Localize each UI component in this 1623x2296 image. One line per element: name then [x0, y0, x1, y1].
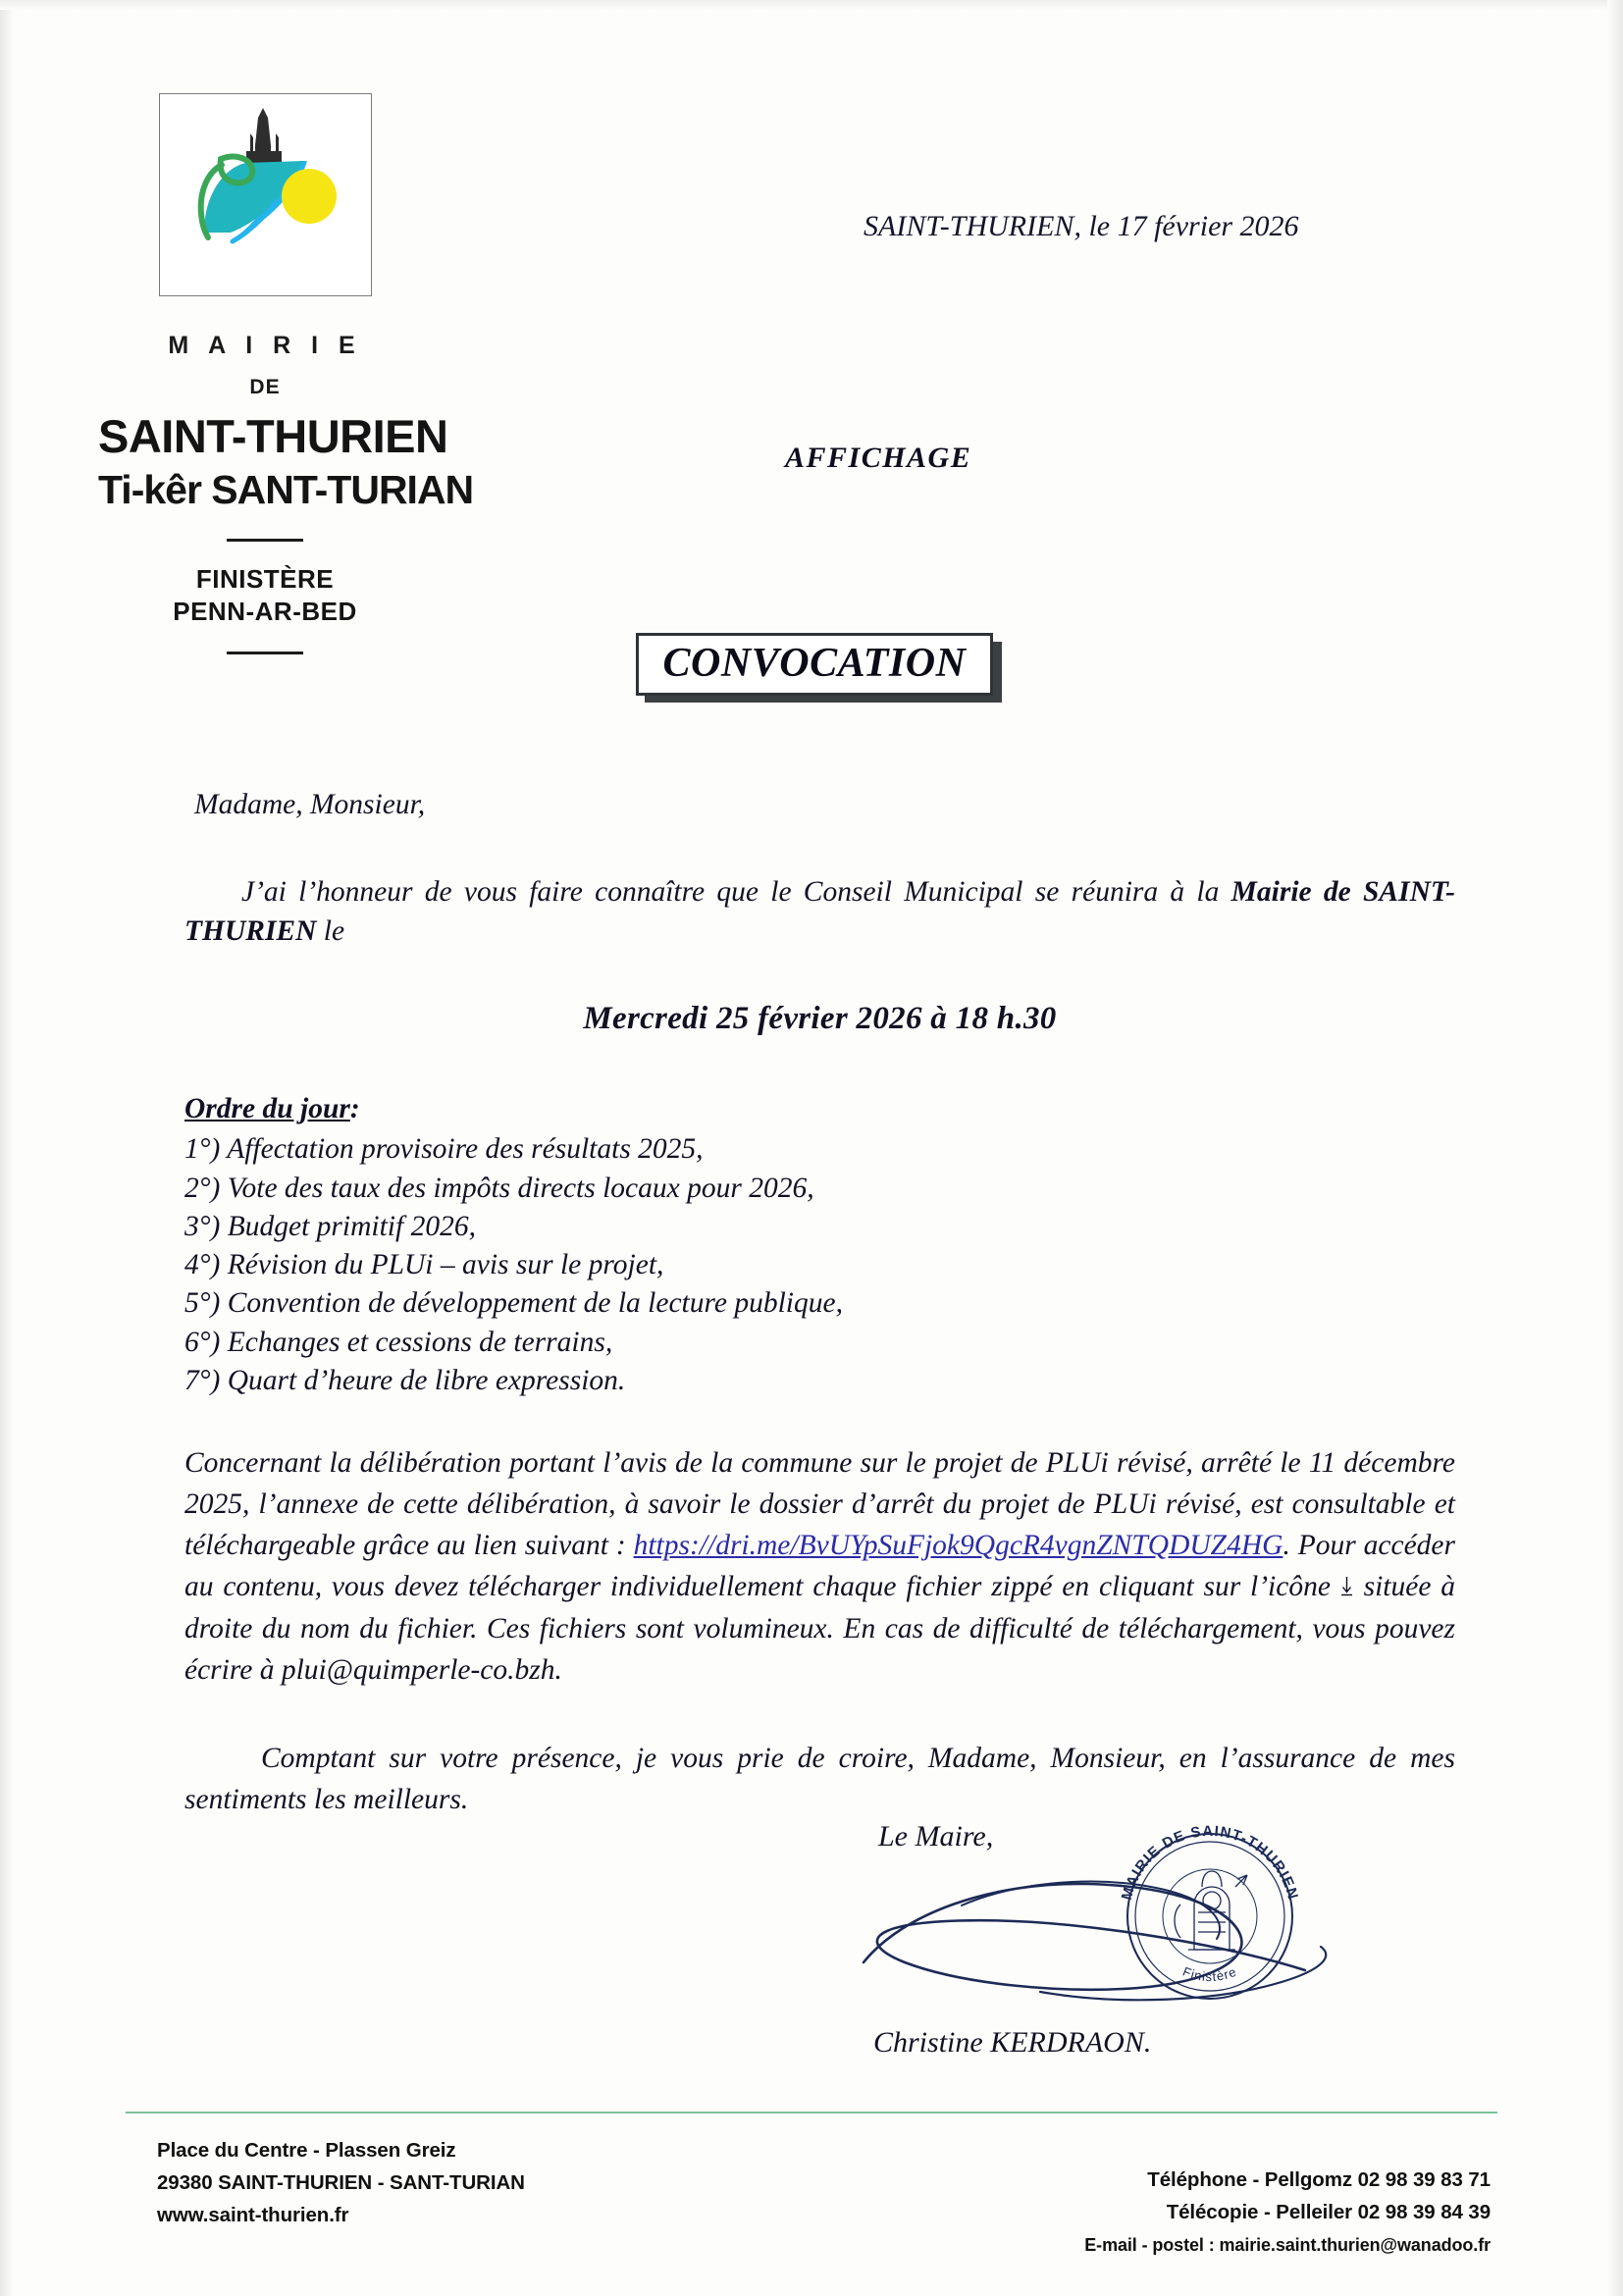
agenda-title: Ordre du jour — [184, 1092, 350, 1124]
scan-edge-right — [1607, 0, 1623, 2296]
signature-name: Christine KERDRAON. — [873, 2026, 1152, 2059]
agenda-item: 4°) Révision du PLUi – avis sur le projet, — [184, 1249, 664, 1281]
svg-text:MAIRIE DE SAINT-THURIEN: MAIRIE DE SAINT-THURIEN — [1118, 1822, 1302, 1903]
letterhead-commune-name-breton: Ti-kêr SANT-TURIAN — [98, 467, 474, 512]
scan-edge-left — [0, 0, 14, 2296]
signature-title: Le Maire, — [878, 1820, 994, 1852]
intro-text-part1: J’ai l’honneur de vous faire connaître que le Conseil Municipal se réunira à la — [241, 875, 1231, 908]
agenda-item: 1°) Affectation provisoire des résultats 2025, — [184, 1133, 704, 1166]
footer-contact-block — [1084, 2164, 1491, 2261]
agenda-item: 3°) Budget primitif 2026, — [184, 1210, 476, 1242]
footer-address-line1: Place du Centre - Plassen Greiz — [157, 2139, 456, 2162]
intro-paragraph — [184, 872, 1455, 952]
letter-body — [184, 785, 1455, 1821]
document-title: CONVOCATION — [662, 641, 967, 686]
svg-text:Finistère: Finistère — [1180, 1963, 1239, 1985]
handwritten-signature — [844, 1845, 1393, 2031]
footer-email[interactable]: E-mail - postel : mairie.saint.thurien@wanadoo.fr — [1084, 2235, 1491, 2256]
plui-text-before-link: Concernant la délibération portant l’avis de la commune sur le projet de PLUi révisé, arrêté le 11 décembre 2025, l’annexe de cette délibération, à savoir le dossier d’arrêt du projet de PLUi révisé, est consultable et téléchargeable grâce au lien suivant : — [184, 1446, 1455, 1561]
commune-logo-box — [159, 93, 372, 296]
commune-crest-logo-icon — [160, 94, 369, 293]
closing-text: Comptant sur votre présence, je vous prie de croire, Madame, Monsieur, en l’assurance de mes sentiments les meilleurs. — [184, 1743, 1455, 1816]
agenda-heading — [184, 1089, 1455, 1131]
letterhead — [98, 93, 474, 654]
agenda-title-colon: : — [349, 1092, 360, 1124]
closing-paragraph — [184, 1739, 1455, 1821]
plui-text-after-link-1: . Pour accéder au contenu, vous devez télécharger individuellement chaque fichier zippé en cliquant sur l’icône — [184, 1529, 1456, 1602]
letterhead-department-breton: PENN-AR-BED — [173, 596, 357, 626]
agenda-item: 6°) Echanges et cessions de terrains, — [184, 1326, 613, 1358]
agenda-block — [184, 1089, 1455, 1400]
footer-address-line2: 29380 SAINT-THURIEN - SANT-TURIAN — [157, 2171, 525, 2195]
convocation-title-block — [636, 633, 993, 696]
agenda-item: 7°) Quart d’heure de libre expression. — [184, 1364, 626, 1396]
download-arrow-icon — [1340, 1569, 1354, 1610]
plui-paragraph — [184, 1443, 1455, 1692]
letterhead-mairie-label: M A I R I E — [168, 332, 362, 359]
footer-divider — [126, 2112, 1497, 2113]
footer-fax: Télécopie - Pelleiler 02 98 39 84 39 — [1166, 2201, 1491, 2224]
footer-website[interactable]: www.saint-thurien.fr — [157, 2204, 349, 2227]
date-line: SAINT-THURIEN, le 17 février 2026 — [864, 210, 1299, 242]
footer-phone: Téléphone - Pellgomz 02 98 39 83 71 — [1147, 2168, 1491, 2191]
letterhead-de-label: DE — [249, 376, 281, 398]
scan-edge-top — [0, 0, 1623, 10]
intro-venue-bold: Mairie de SAINT-THURIEN — [184, 875, 1456, 948]
letterhead-divider-top — [227, 539, 303, 542]
letterhead-department-block — [98, 563, 432, 629]
agenda-list — [184, 1130, 1455, 1400]
letterhead-department: FINISTÈRE — [195, 563, 335, 594]
plui-download-link[interactable]: https://dri.me/BvUYpSuFjok9QgcR4vgnZNTQDUZ4HG — [633, 1529, 1283, 1561]
letterhead-divider-bottom — [227, 652, 303, 654]
meeting-datetime: Mercredi 25 février 2026 à 18 h.30 — [583, 1001, 1057, 1037]
official-stamp-icon — [1104, 1810, 1315, 2021]
footer-address-block — [157, 2134, 525, 2232]
agenda-item: 2°) Vote des taux des impôts directs locaux pour 2026, — [184, 1172, 814, 1204]
agenda-item: 5°) Convention de développement de la lecture publique, — [184, 1287, 843, 1320]
intro-text-part2: le — [316, 915, 345, 948]
plui-text-after-link-2: située à droite du nom du fichier. Ces fichiers sont volumineux. En cas de difficulté de téléchargement, vous pouvez écrire à plui@quimperle-co.bzh. — [184, 1570, 1455, 1687]
affichage-label: AFFICHAGE — [785, 442, 972, 474]
salutation: Madame, Monsieur, — [194, 789, 426, 820]
letterhead-commune-name: SAINT-THURIEN — [98, 410, 448, 462]
convocation-box — [636, 633, 993, 696]
